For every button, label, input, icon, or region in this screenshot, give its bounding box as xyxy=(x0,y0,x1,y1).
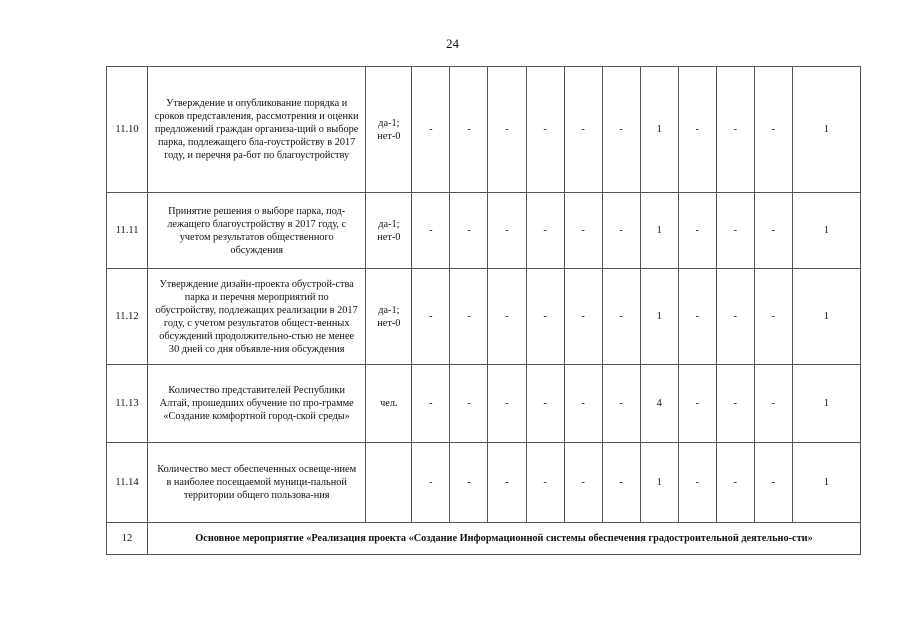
value-cell: - xyxy=(678,365,716,443)
unit-of-measure xyxy=(366,443,412,523)
value-cell: - xyxy=(678,193,716,269)
value-cell: - xyxy=(602,67,640,193)
table-row xyxy=(107,443,861,523)
value-cell: - xyxy=(488,67,526,193)
indicator-description: Утверждение дизайн-проекта обустрой-ства парка и перечня мероприятий по обустройству, подлежащих реализации в 2017 году, с учетом результатов общест-венных обсуждений продолжительно-стью не менее 30 дней со дня объявле-ния обсуждения xyxy=(148,269,366,365)
indicator-description: Количество представителей Республики Алтай, прошедших обучение по про-грамме «Создание комфортной город-ской среды» xyxy=(148,365,366,443)
value-cell: - xyxy=(450,443,488,523)
value-cell: 1 xyxy=(640,269,678,365)
row-number: 11.10 xyxy=(107,67,148,193)
value-cell: - xyxy=(716,269,754,365)
value-cell: - xyxy=(450,67,488,193)
value-cell: - xyxy=(754,269,792,365)
value-cell: - xyxy=(488,443,526,523)
value-cell: 1 xyxy=(792,443,860,523)
table-row xyxy=(107,193,861,269)
value-cell: - xyxy=(564,443,602,523)
value-cell: 1 xyxy=(792,67,860,193)
value-cell: - xyxy=(526,193,564,269)
value-cell: - xyxy=(564,269,602,365)
value-cell: - xyxy=(450,269,488,365)
value-cell: - xyxy=(526,269,564,365)
value-cell: - xyxy=(412,443,450,523)
value-cell: - xyxy=(678,269,716,365)
value-cell: - xyxy=(754,443,792,523)
value-cell: - xyxy=(412,193,450,269)
value-cell: - xyxy=(754,67,792,193)
unit-of-measure: да-1; нет-0 xyxy=(366,193,412,269)
value-cell: - xyxy=(716,365,754,443)
row-number: 11.13 xyxy=(107,365,148,443)
value-cell: - xyxy=(526,67,564,193)
value-cell: - xyxy=(602,269,640,365)
value-cell: - xyxy=(488,269,526,365)
value-cell: - xyxy=(678,67,716,193)
section-row xyxy=(107,523,861,555)
value-cell: - xyxy=(602,365,640,443)
value-cell: - xyxy=(602,193,640,269)
value-cell: - xyxy=(488,365,526,443)
page-number: 24 xyxy=(446,36,459,51)
row-number: 11.11 xyxy=(107,193,148,269)
value-cell: - xyxy=(450,365,488,443)
indicator-description: Принятие решения о выборе парка, под-лежащего благоустройству в 2017 году, с учетом результатов общественного обсуждения xyxy=(148,193,366,269)
value-cell: 1 xyxy=(792,269,860,365)
value-cell: 1 xyxy=(640,443,678,523)
value-cell: - xyxy=(678,443,716,523)
value-cell: - xyxy=(564,193,602,269)
row-number: 11.14 xyxy=(107,443,148,523)
value-cell: - xyxy=(526,443,564,523)
value-cell: - xyxy=(754,193,792,269)
value-cell: 4 xyxy=(640,365,678,443)
table-row xyxy=(107,365,861,443)
unit-of-measure: чел. xyxy=(366,365,412,443)
value-cell: - xyxy=(412,67,450,193)
unit-of-measure: да-1; нет-0 xyxy=(366,67,412,193)
value-cell: - xyxy=(526,365,564,443)
value-cell: 1 xyxy=(640,67,678,193)
section-number: 12 xyxy=(107,523,148,555)
value-cell: - xyxy=(412,365,450,443)
value-cell: - xyxy=(450,193,488,269)
table-row xyxy=(107,269,861,365)
row-number: 11.12 xyxy=(107,269,148,365)
value-cell: - xyxy=(716,67,754,193)
indicator-description: Утверждение и опубликование порядка и сроков представления, рассмотрения и оценки предложений граждан организа-щий о выборе парка, подлежащего бла-гоустройству в 2017 году, и перечня ра-бот по благоустройству xyxy=(148,67,366,193)
indicators-table xyxy=(106,66,861,555)
value-cell: 1 xyxy=(640,193,678,269)
value-cell: 1 xyxy=(792,193,860,269)
value-cell: - xyxy=(602,443,640,523)
value-cell: - xyxy=(564,67,602,193)
value-cell: - xyxy=(488,193,526,269)
section-title: Основное мероприятие «Реализация проекта «Создание Информационной системы обеспечения градостроительной деятельно-сти» xyxy=(148,523,861,555)
value-cell: - xyxy=(412,269,450,365)
value-cell: - xyxy=(716,193,754,269)
value-cell: - xyxy=(716,443,754,523)
unit-of-measure: да-1; нет-0 xyxy=(366,269,412,365)
value-cell: 1 xyxy=(792,365,860,443)
indicator-description: Количество мест обеспеченных освеще-нием в наиболее посещаемой муници-пальной территории общего пользова-ния xyxy=(148,443,366,523)
value-cell: - xyxy=(564,365,602,443)
value-cell: - xyxy=(754,365,792,443)
table-row xyxy=(107,67,861,193)
